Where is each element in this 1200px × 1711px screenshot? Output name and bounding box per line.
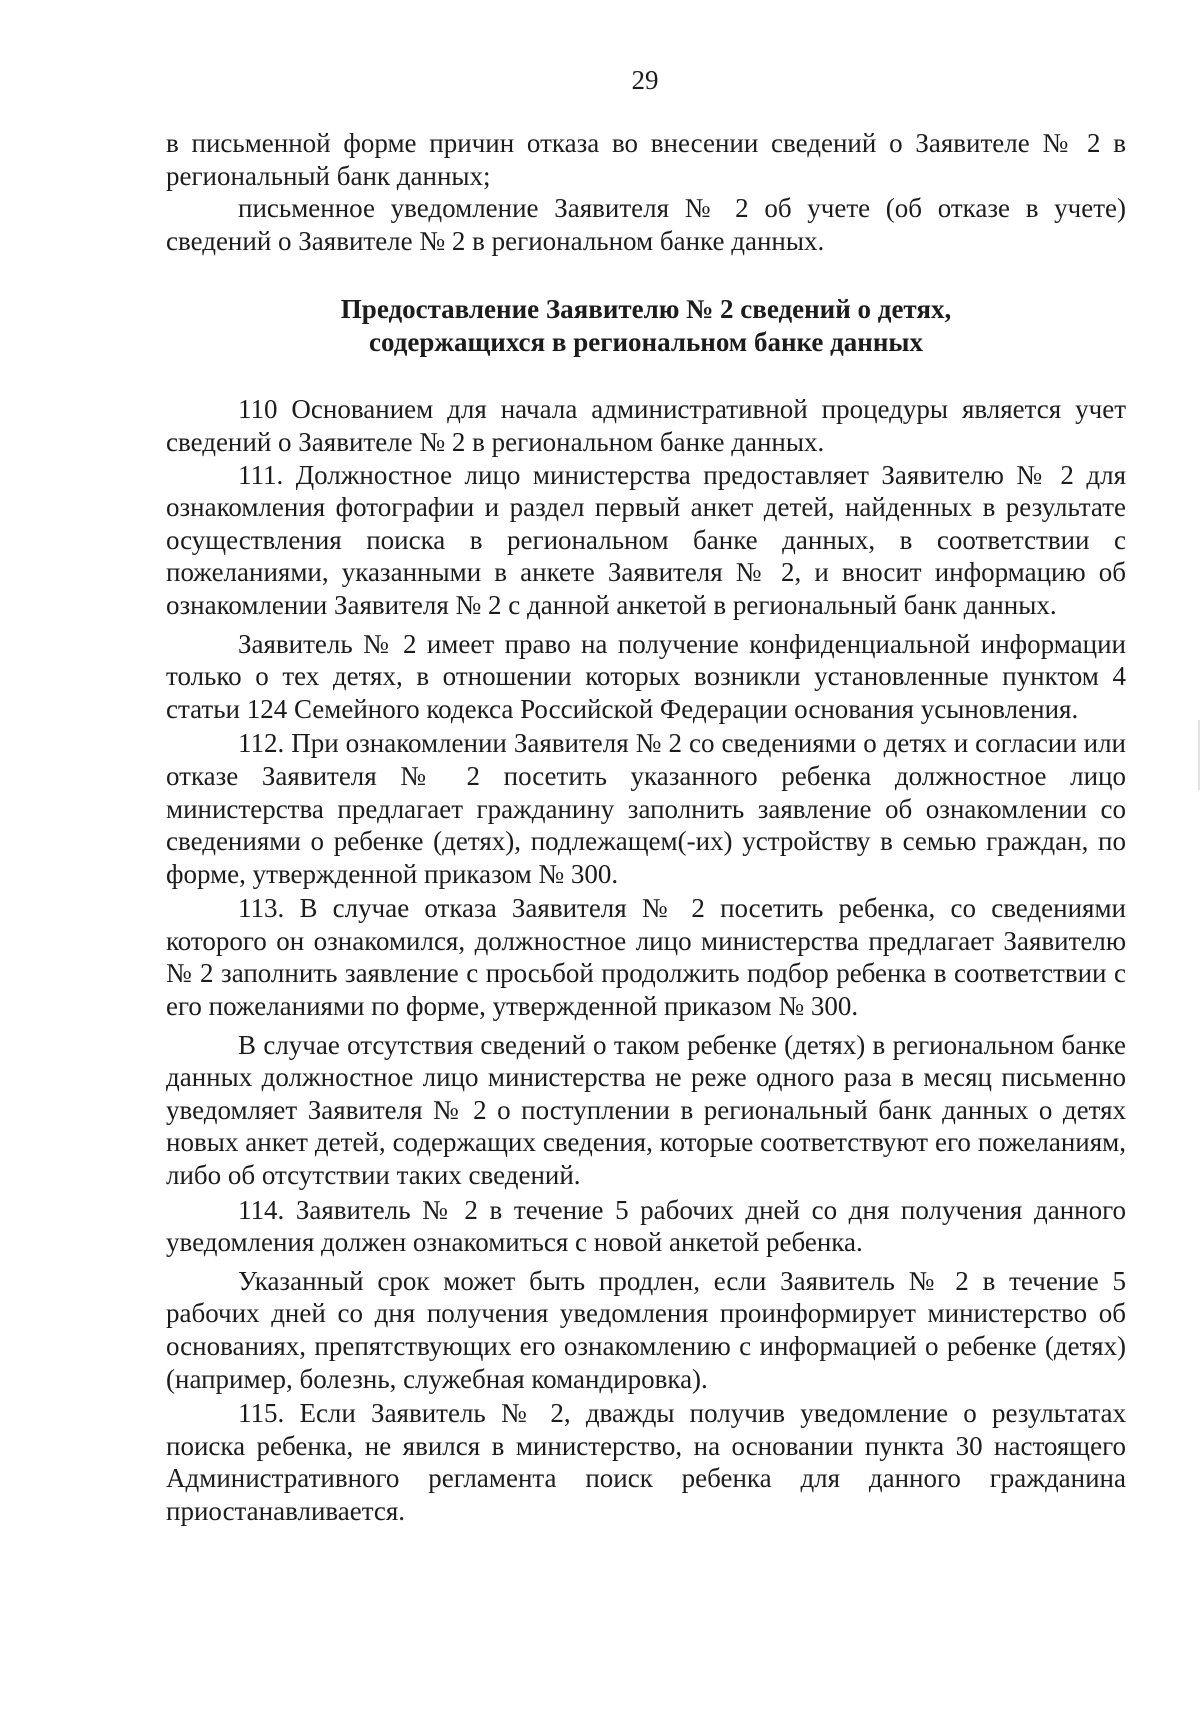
section-heading-line-1: Предоставление Заявителю № 2 сведений о детях, bbox=[340, 294, 952, 325]
paragraph-115: 115. Если Заявитель № 2, дважды получив уведомление о результатах поиска ребенка, не явился в министерство, на основании пункта 30 настоящего Административного регламента поиск ребенка для данного гражданина приостанавливается. bbox=[166, 1398, 1126, 1526]
paragraph-110: 110 Основанием для начала административной процедуры является учет сведений о Заявителе № 2 в региональном банке данных. bbox=[166, 394, 1126, 457]
paragraph-refusal-reasons: в письменной форме причин отказа во внесении сведений о Заявителе № 2 в региональный банк данных; bbox=[166, 128, 1126, 191]
paragraph-confidential-info: Заявитель № 2 имеет право на получение конфиденциальной информации только о тех детях, в отношении которых возникли установленные пунктом 4 статьи 124 Семейного кодекса Российской Федерации основания усыновления. bbox=[166, 628, 1126, 724]
paragraph-113: 113. В случае отказа Заявителя № 2 посетить ребенка, со сведениями которого он ознакомился, должностное лицо министерства предлагает Заявителю № 2 заполнить заявление с просьбой продолжить подбор ребенка в соответствии с его пожеланиями по форме, утвержденной приказом № 300. bbox=[166, 893, 1126, 1022]
paragraph-extension: Указанный срок может быть продлен, если Заявитель № 2 в течение 5 рабочих дней со дня получения уведомления проинформирует министерство об основаниях, препятствующих его ознакомлению с информацией о ребенке (детях) (например, болезнь, служебная командировка). bbox=[166, 1265, 1126, 1394]
paragraph-112: 112. При ознакомлении Заявителя № 2 со сведениями о детях и согласии или отказе Заявителя № 2 посетить указанного ребенка должностное лицо министерства предлагает гражданину заполнить заявление об ознакомлении со сведениями о ребенке (детях), подлежащем(-их) устройству в семью граждан, по форме, утвержденной приказом № 300. bbox=[166, 728, 1126, 889]
section-heading-line-2: содержащихся в региональном банке данных bbox=[369, 327, 923, 358]
paragraph-no-information: В случае отсутствия сведений о таком ребенке (детях) в региональном банке данных должностное лицо министерства не реже одного раза в месяц письменно уведомляет Заявителя № 2 о поступлении в региональный банк данных о детях новых анкет детей, содержащих сведения, которые соответствуют его пожеланиям, либо об отсутствии таких сведений. bbox=[166, 1029, 1126, 1191]
document-body bbox=[166, 127, 1126, 1528]
paragraph-111: 111. Должностное лицо министерства предоставляет Заявителю № 2 для ознакомления фотографии и раздел первый анкет детей, найденных в результате осуществления поиска в региональном банке данных, в соответствии с пожеланиями, указанными в анкете Заявителя № 2, и вносит информацию об ознакомлении Заявителя № 2 с данной анкетой в региональный банк данных. bbox=[166, 459, 1126, 620]
paragraph-114: 114. Заявитель № 2 в течение 5 рабочих дней со дня получения данного уведомления должен ознакомиться с новой анкетой ребенка. bbox=[166, 1194, 1126, 1258]
section-heading bbox=[166, 293, 1126, 359]
paragraph-written-notification: письменное уведомление Заявителя № 2 об учете (об отказе в учете) сведений о Заявителе № 2 в региональном банке данных. bbox=[166, 193, 1126, 256]
page-number: 29 bbox=[631, 65, 659, 95]
